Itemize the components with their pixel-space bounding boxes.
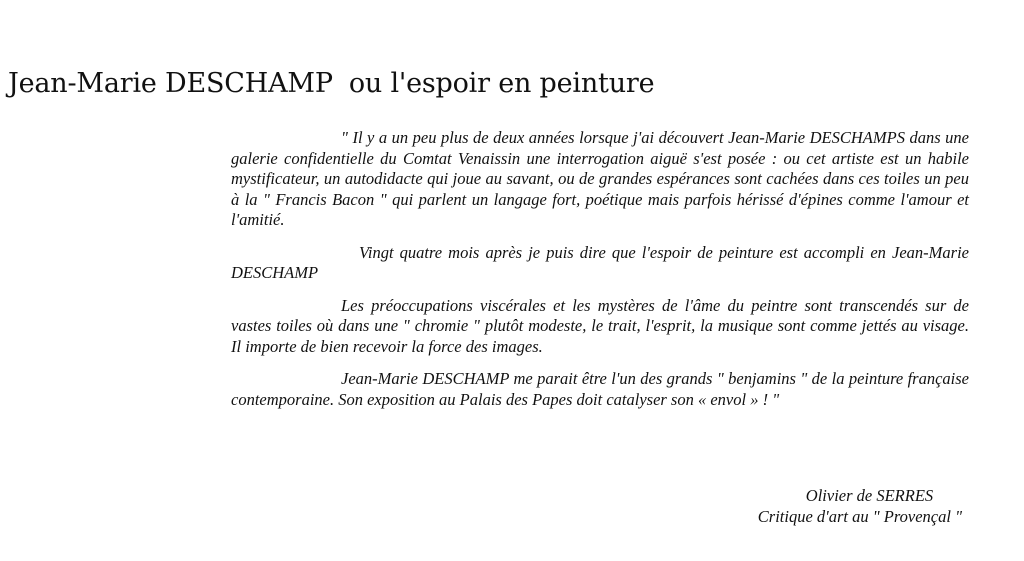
signature-role: Critique d'art au " Provençal " bbox=[757, 507, 962, 526]
signature-name: Olivier de SERRES bbox=[805, 486, 934, 505]
article-body bbox=[231, 128, 969, 422]
title-subtitle: ou l'espoir en peinture bbox=[348, 68, 655, 99]
paragraph-2: Vingt quatre mois après je puis dire que l'espoir de peinture est accompli en Jean-Marie DESCHAMP bbox=[231, 242, 969, 282]
paragraph-3: Les préoccupations viscérales et les mystères de l'âme du peintre sont transcendés sur de vastes toiles où dans une " chromie " plutôt modeste, le trait, l'esprit, la musique sont comme jettés au visage. Il importe de bien recevoir la force des images. bbox=[231, 295, 969, 356]
paragraph-4: Jean-Marie DESCHAMP me parait être l'un des grands " benjamins " de la peinture française contemporaine. Son exposition au Palais des Papes doit catalyser son « envol » ! " bbox=[231, 369, 969, 409]
paragraph-1: " Il y a un peu plus de deux années lorsque j'ai découvert Jean-Marie DESCHAMPS dans une galerie confidentielle du Comtat Venaissin une interrogation aiguë s'est posée : ou cet artiste est un habile mystificateur, un autodidacte qui joue au savant, ou de grandes espérances sont cachées dans ces toiles un peu à la " Francis Bacon " qui parlent un langage fort, poétique mais parfois hérissé d'épines comme l'amour et l'amitié. bbox=[231, 128, 969, 229]
document-title bbox=[8, 68, 654, 99]
title-name: Jean-Marie DESCHAMP bbox=[8, 68, 333, 99]
signature-block bbox=[758, 485, 962, 527]
